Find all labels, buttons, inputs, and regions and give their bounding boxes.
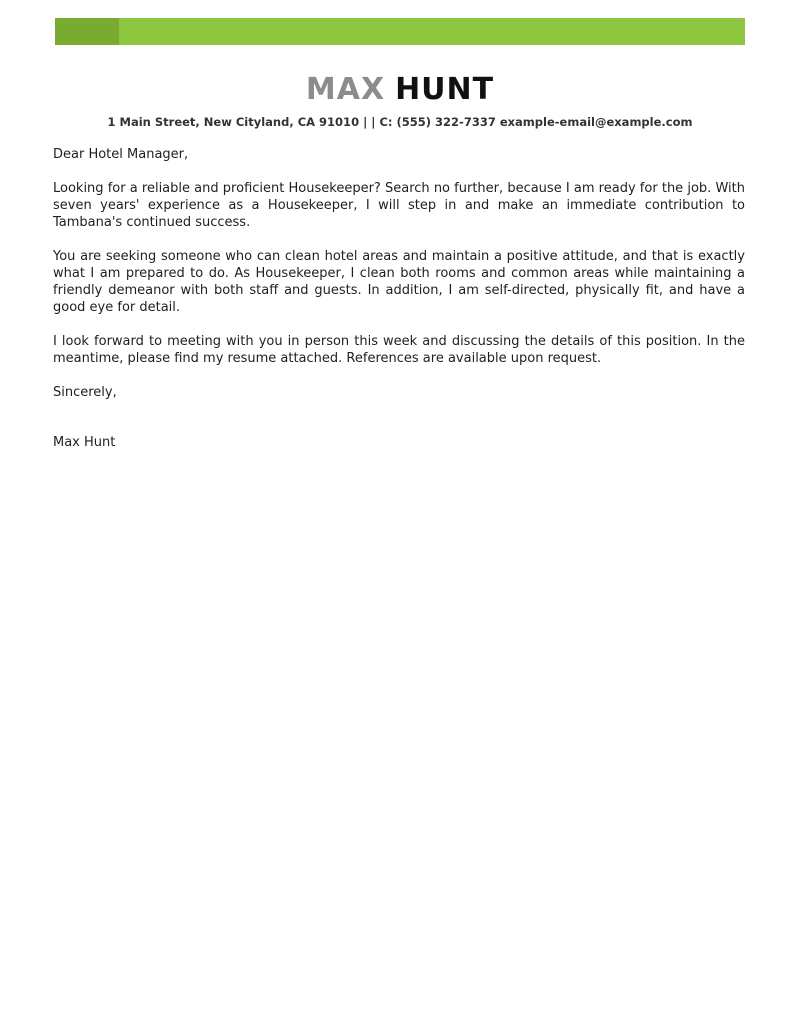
header-accent-bar-dark-segment	[55, 18, 119, 45]
letter-body	[53, 146, 745, 451]
header-accent-bar	[55, 18, 745, 45]
salutation: Dear Hotel Manager,	[53, 147, 189, 162]
closing: Sincerely,	[53, 385, 117, 400]
paragraph-3: I look forward to meeting with you in person this week and discussing the details of this position. In the meantime, please find my resume attached. References are available upon request.	[53, 334, 745, 366]
last-name: HUNT	[395, 72, 495, 107]
paragraph-2: You are seeking someone who can clean hotel areas and maintain a positive attitude, and that is exactly what I am prepared to do. As Housekeeper, I clean both rooms and common areas while maintaining a friendly demeanor with both staff and guests. In addition, I am self-directed, physically fit, and have a good eye for detail.	[53, 249, 745, 315]
paragraph-1: Looking for a reliable and proficient Housekeeper? Search no further, because I am ready for the job. With seven years' experience as a Housekeeper, I will step in and make an immediate contribution to Tambana's continued success.	[53, 181, 745, 230]
page-title	[0, 0, 800, 106]
first-name: MAX	[305, 72, 386, 107]
contact-line: 1 Main Street, New Cityland, CA 91010 | | C: (555) 322-7337 example-email@example.com	[107, 115, 693, 129]
signature: Max Hunt	[53, 435, 116, 450]
